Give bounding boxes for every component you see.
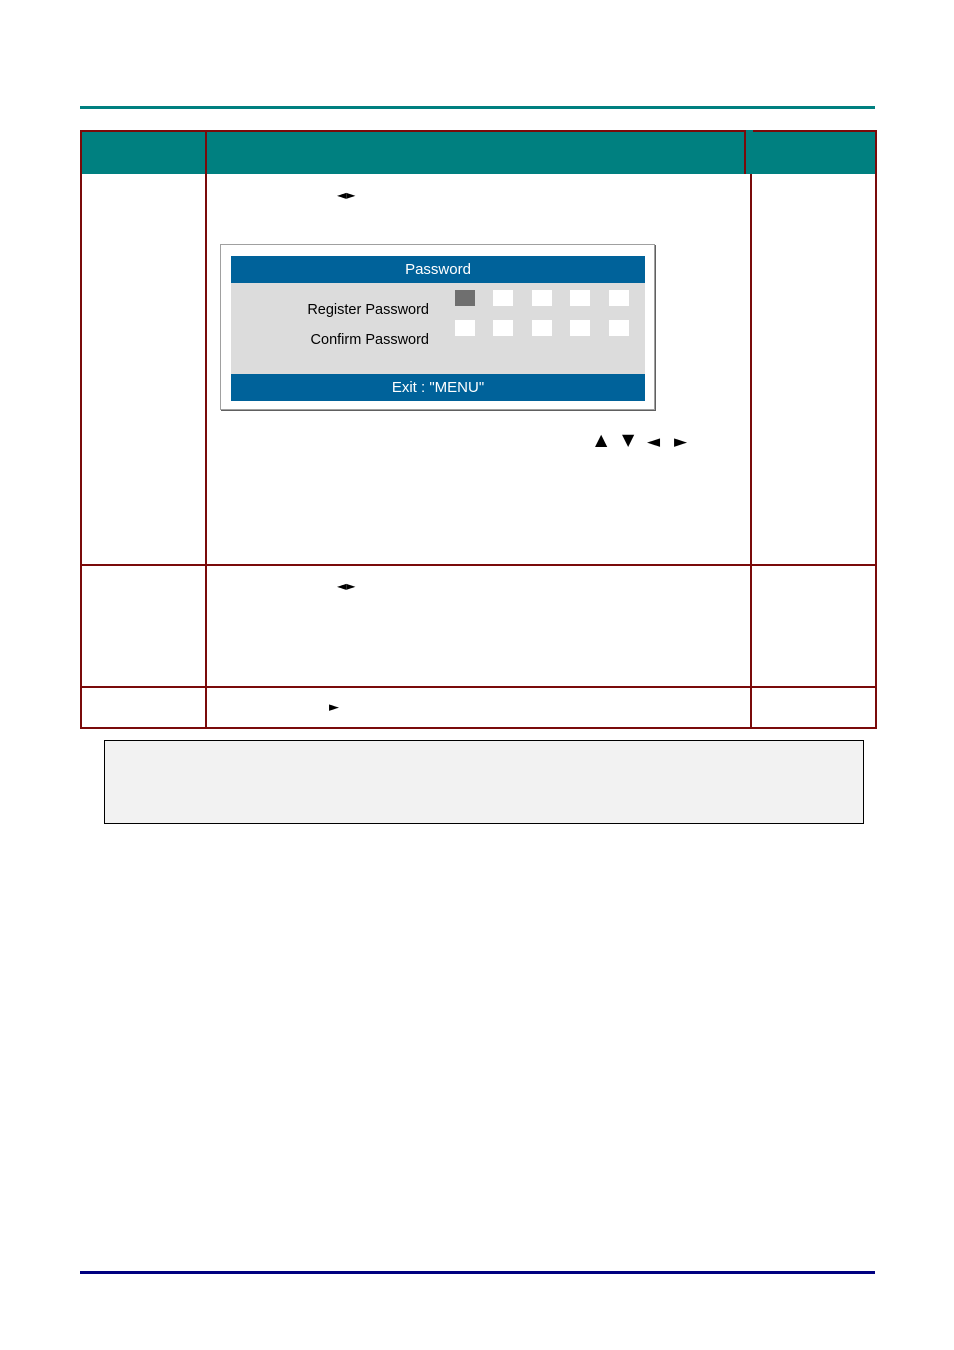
- register-password-digit[interactable]: [609, 290, 629, 306]
- bottom-rule: [80, 1271, 875, 1274]
- row-divider: [80, 686, 877, 688]
- confirm-password-label: Confirm Password: [310, 332, 429, 348]
- register-password-digit[interactable]: [570, 290, 590, 306]
- table-border-left: [80, 174, 82, 729]
- up-arrow-icon: ▲: [595, 430, 608, 449]
- confirm-password-digit[interactable]: [570, 320, 590, 336]
- header-cell-description: [207, 130, 744, 174]
- password-dialog-exit-hint: Exit : "MENU": [231, 374, 645, 401]
- header-separator: [205, 130, 207, 174]
- password-dialog-body: [231, 256, 645, 401]
- confirm-password-digit[interactable]: [609, 320, 629, 336]
- table-border-bottom: [80, 727, 877, 729]
- left-right-arrows-icon: ◄►: [337, 579, 356, 593]
- table-column-divider: [205, 174, 207, 729]
- register-password-label: Register Password: [307, 302, 429, 318]
- right-arrow-icon: ►: [674, 432, 688, 452]
- right-arrow-icon: ►: [329, 700, 339, 715]
- register-password-digit[interactable]: [532, 290, 552, 306]
- left-right-arrows-icon: ◄►: [337, 188, 356, 202]
- password-dialog-title: Password: [231, 256, 645, 283]
- left-arrow-icon: ◄: [647, 432, 661, 452]
- password-dialog: [220, 244, 655, 410]
- table-column-divider: [750, 174, 752, 729]
- row-divider: [80, 564, 877, 566]
- register-password-digit[interactable]: [455, 290, 475, 306]
- confirm-password-digit[interactable]: [532, 320, 552, 336]
- settings-table: [80, 130, 877, 729]
- top-rule: [80, 106, 875, 109]
- header-cell-default: [753, 130, 877, 174]
- confirm-password-digit[interactable]: [493, 320, 513, 336]
- down-arrow-icon: ▼: [622, 430, 635, 449]
- register-password-digit[interactable]: [493, 290, 513, 306]
- header-cell-item: [80, 130, 205, 174]
- table-border-right: [875, 174, 877, 729]
- confirm-password-digit[interactable]: [455, 320, 475, 336]
- note-box: [104, 740, 864, 824]
- header-separator: [744, 130, 753, 174]
